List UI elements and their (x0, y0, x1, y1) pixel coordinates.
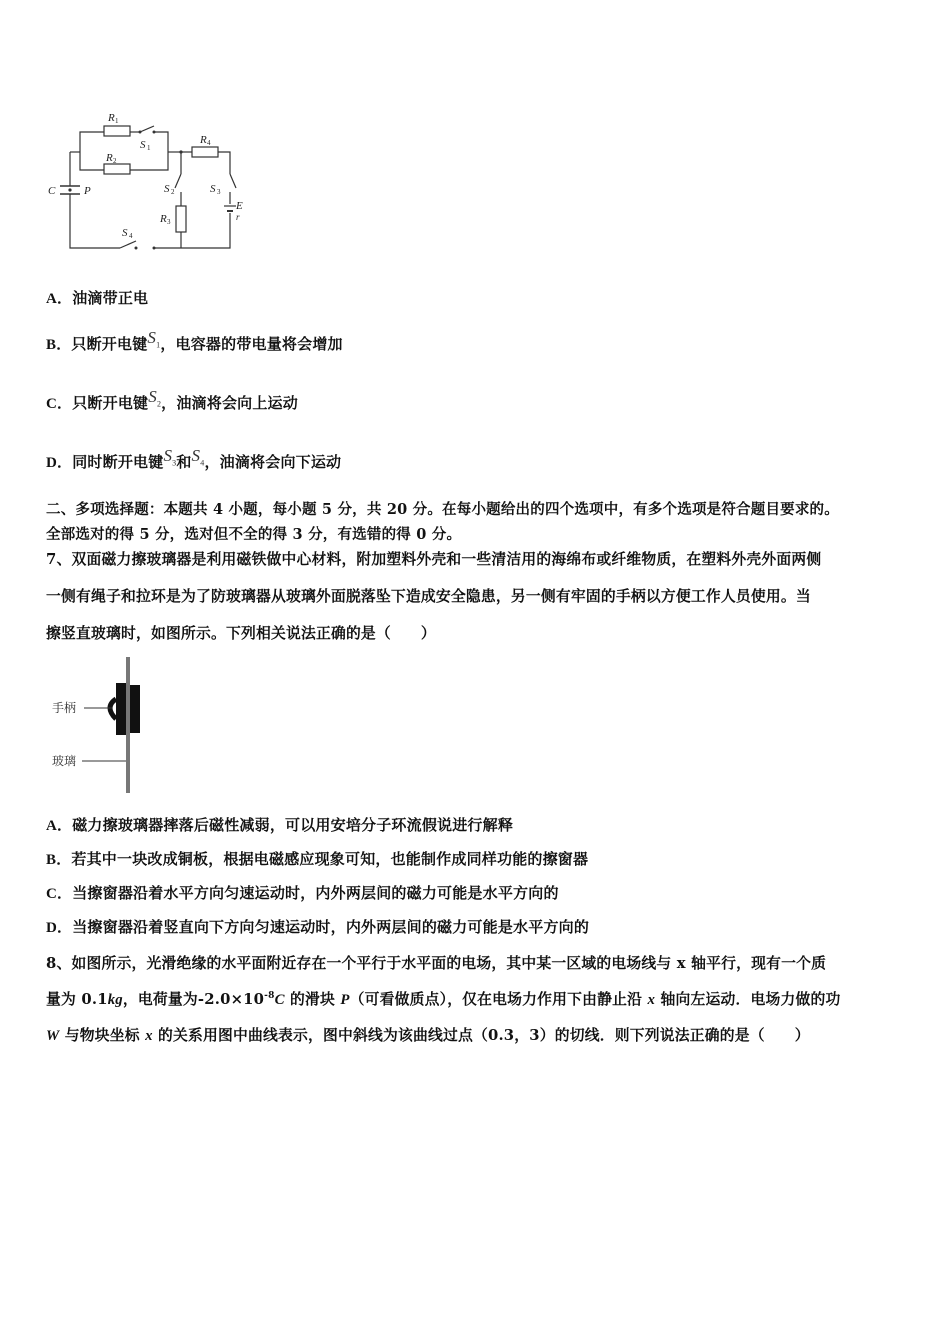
option-text: 当擦窗器沿着水平方向匀速运动时，内外两层间的磁力可能是水平方向的 (72, 884, 559, 902)
q6-option-a (46, 287, 148, 308)
option-pre: 只断开电键 (71, 335, 148, 353)
q8-stem-line3: W 与物块坐标 x 的关系用图中曲线表示，图中斜线为该曲线过点（0.3，3）的切线．则下列说法正确的是（ ） (46, 1027, 810, 1044)
option-pre: 只断开电键 (72, 394, 149, 412)
option-letter: C． (46, 396, 73, 412)
label-r3-sub: 3 (167, 218, 171, 226)
section2-line1: 二、多项选择题：本题共 4 小题，每小题 5 分，共 20 分。在每小题给出的四个选项中，有多个选项是符合题目要求的。 (46, 501, 839, 518)
option-text: 磁力擦玻璃器摔落后磁性减弱，可以用安培分子环流假说进行解释 (72, 816, 514, 834)
circuit-diagram (44, 108, 254, 260)
label-s2: S (164, 183, 170, 195)
q6-option-d (46, 446, 342, 473)
label-r2-sub: 2 (113, 157, 117, 165)
option-post: ，油滴将会向上运动 (161, 394, 298, 412)
q7-stem-line3: 擦竖直玻璃时，如图所示。下列相关说法正确的是（ ） (46, 625, 436, 642)
option-text: 油滴带正电 (72, 289, 149, 307)
option-letter: D． (46, 920, 73, 936)
label-r2: R (106, 152, 113, 164)
label-r1: R (108, 112, 115, 124)
option-letter: C． (46, 886, 73, 902)
label-e: E (236, 200, 243, 212)
q7-stem-line1: 7、双面磁力擦玻璃器是利用磁铁做中心材料，附加塑料外壳和一些清洁用的海绵布或纤维物质，在塑料外壳外面两侧 (46, 551, 822, 568)
option-post: ，油滴将会向下运动 (204, 453, 342, 471)
q8-stem-line2: 量为 0.1kg，电荷量为$-2.0\times 10^{-8}C$ 的滑块 P（可看做质点），仅在电场力作用下由静止沿 x 轴向左运动．电场力做的功 (46, 991, 841, 1008)
label-s3: S (210, 183, 216, 195)
q6-option-b (46, 328, 343, 355)
option-letter: B． (46, 337, 72, 353)
q8-stem-line1: 8、如图所示，光滑绝缘的水平面附近存在一个平行于水平面的电场，其中某一区域的电场线与 x 轴平行，现有一个质 (46, 955, 827, 972)
q7-option-a (46, 814, 513, 835)
label-s4: S (122, 227, 128, 239)
option-post: ，电容器的带电量将会增加 (160, 335, 343, 353)
option-pre: 同时断开电键 (72, 453, 164, 471)
switch-symbol-s2: $S_2$ (148, 387, 162, 409)
option-letter: A． (46, 818, 73, 834)
option-text: 若其中一块改成铜板，根据电磁感应现象可知，也能制作成同样功能的擦窗器 (71, 850, 589, 868)
label-s1: S (140, 139, 146, 151)
switch-symbol-s4: $S_4$ (191, 446, 205, 468)
label-r4-sub: 4 (207, 139, 211, 147)
label-r1-sub: 1 (115, 117, 119, 125)
label-s1-sub: 1 (147, 144, 151, 152)
option-letter: A． (46, 291, 73, 307)
option-letter: D． (46, 455, 73, 471)
q7-option-c (46, 882, 559, 903)
glass-label: 玻璃 (52, 754, 77, 768)
option-text: 当擦窗器沿着竖直向下方向匀速运动时，内外两层间的磁力可能是水平方向的 (72, 918, 590, 936)
q7-option-b (46, 848, 588, 869)
section2-line2: 全部选对的得 5 分，选对但不全的得 3 分，有选错的得 0 分。 (46, 526, 462, 543)
switch-symbol-s1: $S_1$ (147, 328, 161, 350)
label-r4: R (200, 134, 207, 146)
label-r3: R (160, 213, 167, 225)
label-p: P (84, 185, 91, 197)
label-c: C (48, 185, 56, 197)
q7-option-d (46, 916, 589, 937)
label-s2-sub: 2 (171, 188, 175, 196)
q7-stem-line2: 一侧有绳子和拉环是为了防玻璃器从玻璃外面脱落坠下造成安全隐患，另一侧有牢固的手柄以方便工作人员使用。当 (46, 588, 811, 605)
handle-label: 手柄 (52, 701, 77, 715)
option-letter: B． (46, 852, 72, 868)
switch-symbol-s3: $S_3$ (163, 446, 177, 468)
label-s3-sub: 3 (217, 188, 221, 196)
glass-wiper-figure (46, 655, 156, 795)
q6-option-c (46, 387, 298, 414)
option-mid: 和 (176, 453, 192, 471)
label-s4-sub: 4 (129, 232, 133, 240)
label-r: r (236, 212, 240, 222)
